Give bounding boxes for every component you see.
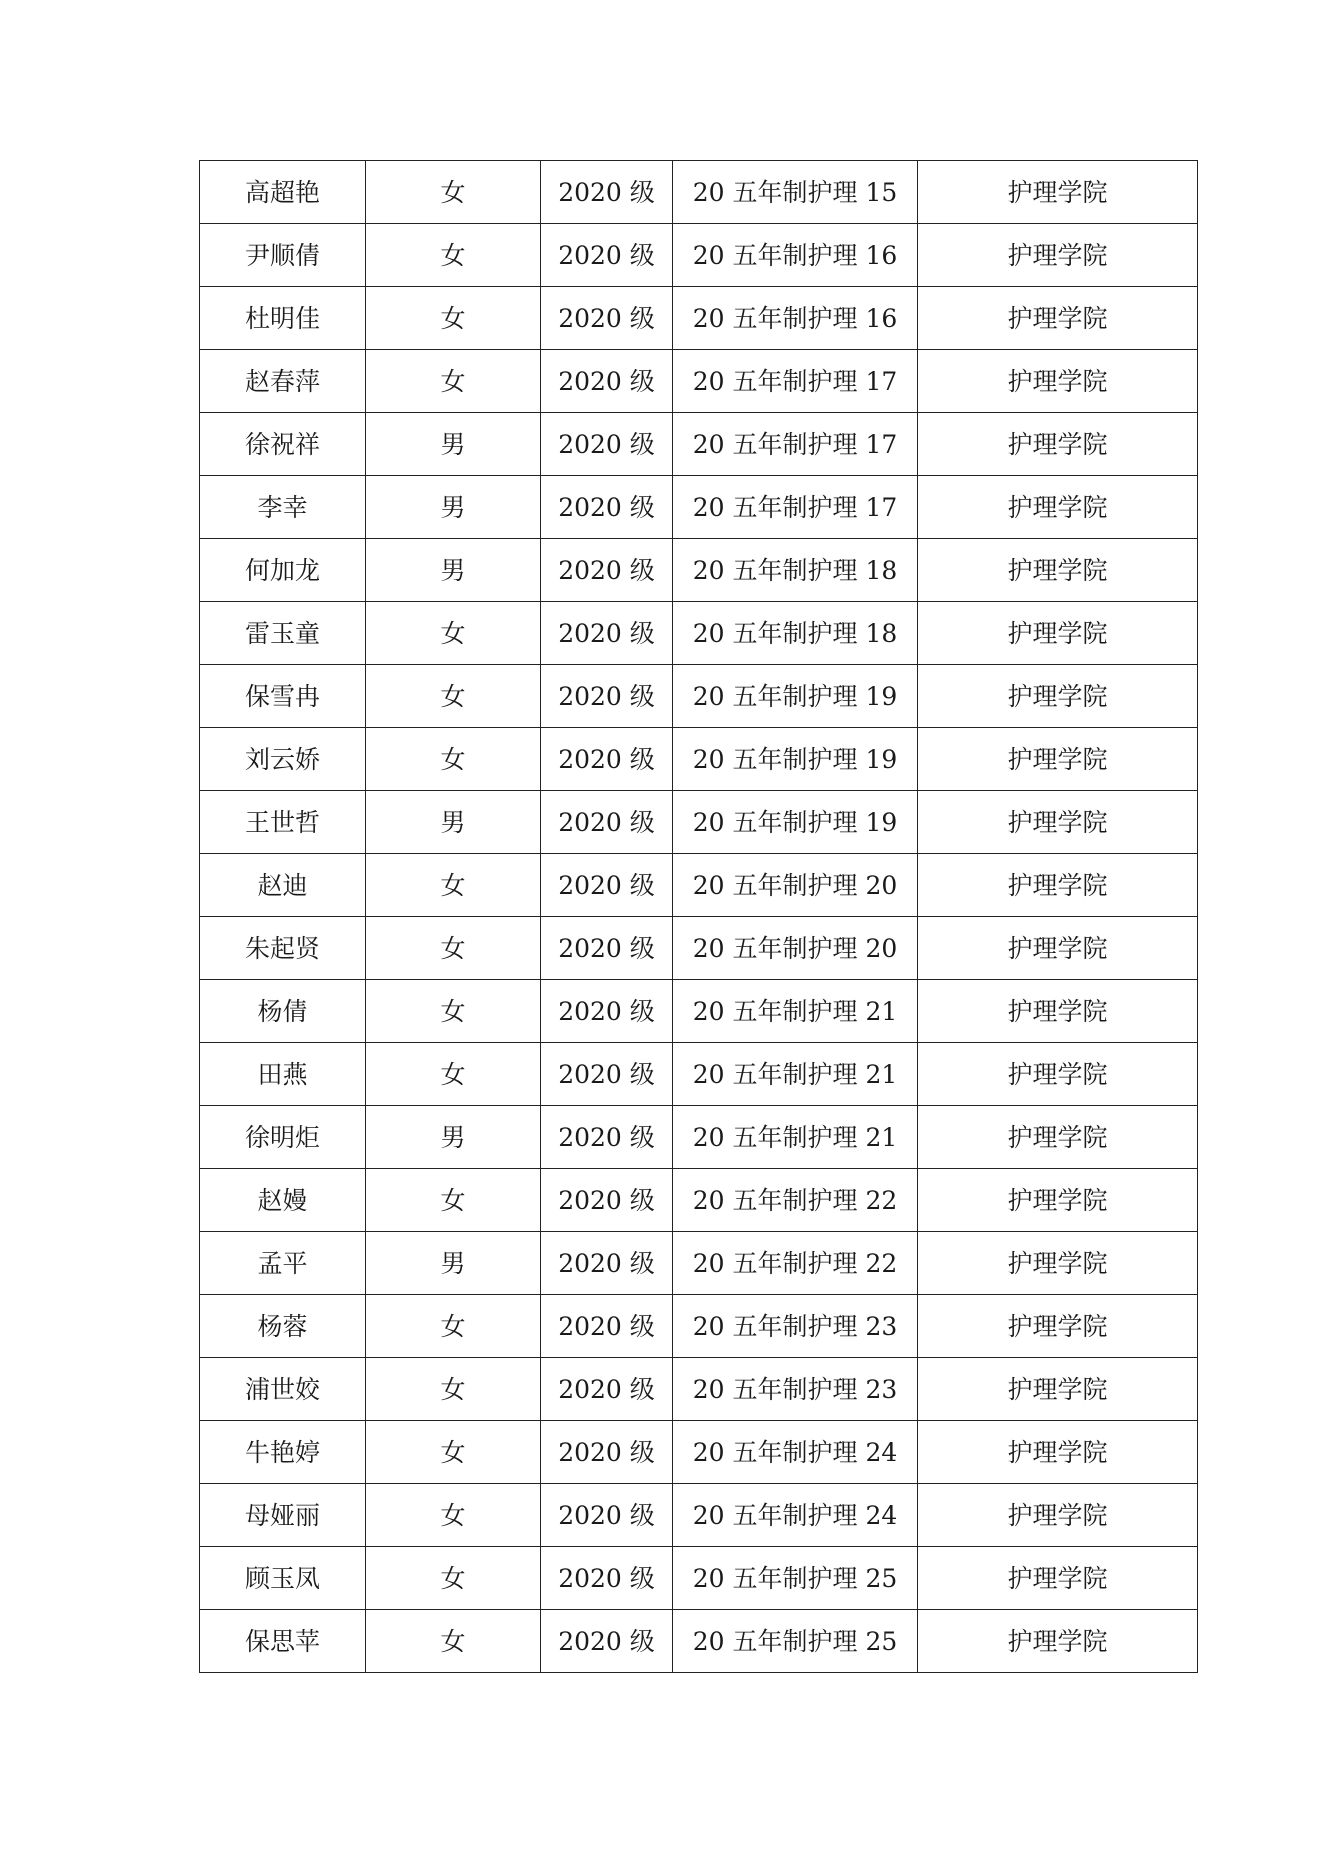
gender-cell: 女 xyxy=(366,1610,541,1673)
gender-cell: 女 xyxy=(366,1421,541,1484)
gender-cell: 男 xyxy=(366,791,541,854)
class-cell: 20 五年制护理 19 xyxy=(673,665,918,728)
college-cell: 护理学院 xyxy=(918,791,1198,854)
table-row xyxy=(200,476,1198,539)
student-name-cell: 雷玉童 xyxy=(200,602,366,665)
grade-cell: 2020 级 xyxy=(541,1232,673,1295)
class-cell: 20 五年制护理 21 xyxy=(673,1043,918,1106)
grade-cell: 2020 级 xyxy=(541,980,673,1043)
college-cell: 护理学院 xyxy=(918,476,1198,539)
college-cell: 护理学院 xyxy=(918,287,1198,350)
gender-cell: 男 xyxy=(366,539,541,602)
grade-cell: 2020 级 xyxy=(541,224,673,287)
table-row xyxy=(200,539,1198,602)
college-cell: 护理学院 xyxy=(918,1232,1198,1295)
table-row xyxy=(200,665,1198,728)
student-name-cell: 杨蓉 xyxy=(200,1295,366,1358)
class-cell: 20 五年制护理 20 xyxy=(673,854,918,917)
student-name-cell: 朱起贤 xyxy=(200,917,366,980)
gender-cell: 女 xyxy=(366,1358,541,1421)
gender-cell: 女 xyxy=(366,728,541,791)
student-name-cell: 赵嫚 xyxy=(200,1169,366,1232)
gender-cell: 男 xyxy=(366,413,541,476)
table-row xyxy=(200,1421,1198,1484)
gender-cell: 女 xyxy=(366,1295,541,1358)
class-cell: 20 五年制护理 21 xyxy=(673,1106,918,1169)
gender-cell: 女 xyxy=(366,224,541,287)
gender-cell: 男 xyxy=(366,1106,541,1169)
grade-cell: 2020 级 xyxy=(541,161,673,224)
table-row xyxy=(200,1043,1198,1106)
grade-cell: 2020 级 xyxy=(541,1169,673,1232)
grade-cell: 2020 级 xyxy=(541,1043,673,1106)
class-cell: 20 五年制护理 20 xyxy=(673,917,918,980)
gender-cell: 女 xyxy=(366,602,541,665)
class-cell: 20 五年制护理 23 xyxy=(673,1295,918,1358)
class-cell: 20 五年制护理 18 xyxy=(673,602,918,665)
table-row xyxy=(200,224,1198,287)
table-row xyxy=(200,1232,1198,1295)
student-name-cell: 顾玉凤 xyxy=(200,1547,366,1610)
student-name-cell: 李幸 xyxy=(200,476,366,539)
grade-cell: 2020 级 xyxy=(541,1421,673,1484)
class-cell: 20 五年制护理 24 xyxy=(673,1421,918,1484)
student-name-cell: 杜明佳 xyxy=(200,287,366,350)
table-row xyxy=(200,980,1198,1043)
class-cell: 20 五年制护理 17 xyxy=(673,413,918,476)
grade-cell: 2020 级 xyxy=(541,287,673,350)
class-cell: 20 五年制护理 25 xyxy=(673,1547,918,1610)
table-row xyxy=(200,917,1198,980)
student-name-cell: 尹顺倩 xyxy=(200,224,366,287)
college-cell: 护理学院 xyxy=(918,1358,1198,1421)
college-cell: 护理学院 xyxy=(918,917,1198,980)
student-name-cell: 牛艳婷 xyxy=(200,1421,366,1484)
grade-cell: 2020 级 xyxy=(541,917,673,980)
college-cell: 护理学院 xyxy=(918,161,1198,224)
class-cell: 20 五年制护理 22 xyxy=(673,1169,918,1232)
student-name-cell: 高超艳 xyxy=(200,161,366,224)
college-cell: 护理学院 xyxy=(918,413,1198,476)
table-row xyxy=(200,350,1198,413)
table-row xyxy=(200,1106,1198,1169)
college-cell: 护理学院 xyxy=(918,350,1198,413)
grade-cell: 2020 级 xyxy=(541,665,673,728)
college-cell: 护理学院 xyxy=(918,602,1198,665)
college-cell: 护理学院 xyxy=(918,665,1198,728)
gender-cell: 女 xyxy=(366,161,541,224)
grade-cell: 2020 级 xyxy=(541,1610,673,1673)
college-cell: 护理学院 xyxy=(918,1043,1198,1106)
grade-cell: 2020 级 xyxy=(541,602,673,665)
college-cell: 护理学院 xyxy=(918,539,1198,602)
college-cell: 护理学院 xyxy=(918,1484,1198,1547)
class-cell: 20 五年制护理 21 xyxy=(673,980,918,1043)
grade-cell: 2020 级 xyxy=(541,350,673,413)
class-cell: 20 五年制护理 23 xyxy=(673,1358,918,1421)
class-cell: 20 五年制护理 16 xyxy=(673,287,918,350)
student-name-cell: 浦世姣 xyxy=(200,1358,366,1421)
college-cell: 护理学院 xyxy=(918,1106,1198,1169)
college-cell: 护理学院 xyxy=(918,224,1198,287)
table-row xyxy=(200,602,1198,665)
grade-cell: 2020 级 xyxy=(541,1295,673,1358)
gender-cell: 女 xyxy=(366,350,541,413)
gender-cell: 男 xyxy=(366,476,541,539)
gender-cell: 女 xyxy=(366,1484,541,1547)
college-cell: 护理学院 xyxy=(918,980,1198,1043)
table-row xyxy=(200,791,1198,854)
gender-cell: 女 xyxy=(366,287,541,350)
student-name-cell: 母娅丽 xyxy=(200,1484,366,1547)
class-cell: 20 五年制护理 22 xyxy=(673,1232,918,1295)
student-name-cell: 赵春萍 xyxy=(200,350,366,413)
gender-cell: 男 xyxy=(366,1232,541,1295)
table-row xyxy=(200,854,1198,917)
student-name-cell: 田燕 xyxy=(200,1043,366,1106)
table-row xyxy=(200,161,1198,224)
grade-cell: 2020 级 xyxy=(541,1106,673,1169)
table-row xyxy=(200,1547,1198,1610)
table-row xyxy=(200,1610,1198,1673)
college-cell: 护理学院 xyxy=(918,1295,1198,1358)
class-cell: 20 五年制护理 17 xyxy=(673,350,918,413)
student-name-cell: 杨倩 xyxy=(200,980,366,1043)
gender-cell: 女 xyxy=(366,1043,541,1106)
student-name-cell: 赵迪 xyxy=(200,854,366,917)
student-roster-table xyxy=(199,160,1198,1673)
student-name-cell: 何加龙 xyxy=(200,539,366,602)
student-name-cell: 刘云娇 xyxy=(200,728,366,791)
grade-cell: 2020 级 xyxy=(541,728,673,791)
class-cell: 20 五年制护理 24 xyxy=(673,1484,918,1547)
class-cell: 20 五年制护理 16 xyxy=(673,224,918,287)
table-row xyxy=(200,1169,1198,1232)
class-cell: 20 五年制护理 15 xyxy=(673,161,918,224)
college-cell: 护理学院 xyxy=(918,1610,1198,1673)
college-cell: 护理学院 xyxy=(918,1169,1198,1232)
table-row xyxy=(200,1295,1198,1358)
gender-cell: 女 xyxy=(366,917,541,980)
class-cell: 20 五年制护理 19 xyxy=(673,728,918,791)
student-name-cell: 徐明炬 xyxy=(200,1106,366,1169)
table-row xyxy=(200,1484,1198,1547)
grade-cell: 2020 级 xyxy=(541,413,673,476)
student-name-cell: 保思苹 xyxy=(200,1610,366,1673)
student-name-cell: 保雪冉 xyxy=(200,665,366,728)
table-row xyxy=(200,1358,1198,1421)
grade-cell: 2020 级 xyxy=(541,539,673,602)
grade-cell: 2020 级 xyxy=(541,1547,673,1610)
grade-cell: 2020 级 xyxy=(541,854,673,917)
college-cell: 护理学院 xyxy=(918,1421,1198,1484)
class-cell: 20 五年制护理 19 xyxy=(673,791,918,854)
table-row xyxy=(200,413,1198,476)
grade-cell: 2020 级 xyxy=(541,791,673,854)
grade-cell: 2020 级 xyxy=(541,476,673,539)
class-cell: 20 五年制护理 17 xyxy=(673,476,918,539)
gender-cell: 女 xyxy=(366,665,541,728)
class-cell: 20 五年制护理 25 xyxy=(673,1610,918,1673)
student-roster-body xyxy=(200,161,1198,1673)
gender-cell: 女 xyxy=(366,854,541,917)
gender-cell: 女 xyxy=(366,1169,541,1232)
college-cell: 护理学院 xyxy=(918,854,1198,917)
grade-cell: 2020 级 xyxy=(541,1484,673,1547)
class-cell: 20 五年制护理 18 xyxy=(673,539,918,602)
student-name-cell: 孟平 xyxy=(200,1232,366,1295)
college-cell: 护理学院 xyxy=(918,728,1198,791)
student-name-cell: 徐祝祥 xyxy=(200,413,366,476)
grade-cell: 2020 级 xyxy=(541,1358,673,1421)
student-name-cell: 王世哲 xyxy=(200,791,366,854)
gender-cell: 女 xyxy=(366,1547,541,1610)
college-cell: 护理学院 xyxy=(918,1547,1198,1610)
gender-cell: 女 xyxy=(366,980,541,1043)
table-row xyxy=(200,287,1198,350)
table-row xyxy=(200,728,1198,791)
